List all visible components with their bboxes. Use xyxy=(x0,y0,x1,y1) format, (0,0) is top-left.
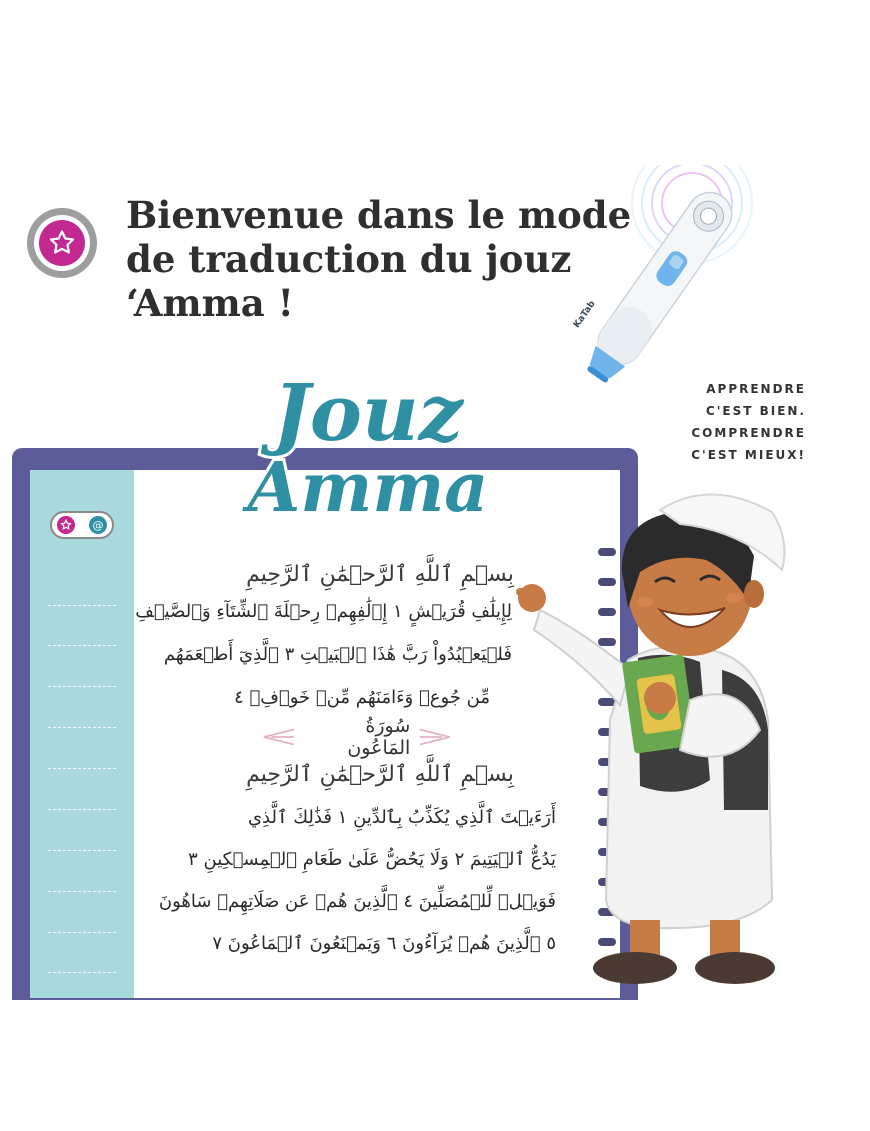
verse-line[interactable]: فَوَيۡلٞ لِّلۡمُصَلِّينَ ٤ ٱلَّذِينَ هُمۡ عَن صَلَاتِهِمۡ سَاهُونَ xyxy=(158,891,556,912)
slogan-line-3: COMPRENDRE xyxy=(691,426,806,440)
ornament-icon xyxy=(262,727,296,747)
reading-pen-illustration xyxy=(540,165,780,395)
sidebar-line xyxy=(48,686,116,687)
headline-line-1: Bienvenue dans le mode xyxy=(126,193,632,237)
logo-line-2: Amma xyxy=(247,448,489,528)
headline-line-3: ‘Amma ! xyxy=(126,281,294,325)
basmala[interactable]: بِسۡمِ ٱللَّهِ ٱلرَّحۡمَٰنِ ٱلرَّحِيمِ xyxy=(246,562,514,587)
star-icon xyxy=(47,228,77,258)
star-badge xyxy=(27,208,97,278)
slogan-line-1: APPRENDRE xyxy=(706,382,806,396)
verse-line[interactable]: ٥ ٱلَّذِينَ هُمۡ يُرَآءُونَ ٦ وَيَمۡنَعُونَ ٱلۡمَاعُونَ ٧ xyxy=(212,933,556,954)
headline-line-2: de traduction du jouz xyxy=(126,237,572,281)
surah-title-text: سُورَةُ المَاعُون xyxy=(347,715,411,759)
star-icon[interactable] xyxy=(57,516,75,534)
pen-brand-label: KaTab xyxy=(571,299,598,330)
verse-line[interactable]: أَرَءَيۡتَ ٱلَّذِي يُكَذِّبُ بِٱلدِّينِ ١ فَذَٰلِكَ ٱلَّذِي xyxy=(247,807,556,828)
verse-line[interactable]: يَدُعُّ ٱلۡيَتِيمَ ٢ وَلَا يَحُضُّ عَلَىٰ طَعَامِ ٱلۡمِسۡكِينِ ٣ xyxy=(188,849,556,870)
slogan xyxy=(676,378,806,466)
star-badge-core xyxy=(39,220,85,266)
star-badge-ring xyxy=(34,215,90,271)
sidebar-line xyxy=(48,605,116,606)
sidebar-line xyxy=(48,891,116,892)
sidebar-line xyxy=(48,932,116,933)
slogan-line-4: C'EST MIEUX! xyxy=(691,448,806,462)
sidebar-line xyxy=(48,727,116,728)
basmala[interactable]: بِسۡمِ ٱللَّهِ ٱلرَّحۡمَٰنِ ٱلرَّحِيمِ xyxy=(246,762,514,787)
book-sidebar xyxy=(30,470,134,998)
sidebar-line xyxy=(48,645,116,646)
boy-character-illustration xyxy=(510,480,810,1000)
verse-line[interactable]: فَلۡيَعۡبُدُواْ رَبَّ هَٰذَا ٱلۡبَيۡتِ ٣ ٱلَّذِيٓ أَطۡعَمَهُم xyxy=(163,644,512,665)
logo-line-1: Jouz xyxy=(273,368,463,459)
verse-line[interactable]: لِإِيلَٰفِ قُرَيۡشٍ ١ إِۦلَٰفِهِمۡ رِحۡلَةَ ٱلشِّتَآءِ وَٱلصَّيۡفِ xyxy=(135,601,512,622)
jouz-amma-logo xyxy=(228,366,508,531)
at-icon[interactable]: @ xyxy=(89,516,107,534)
surah-title[interactable] xyxy=(262,715,452,759)
verse-line[interactable]: مِّن جُوعٖ وَءَامَنَهُم مِّنۡ خَوۡفِۭ ٤ xyxy=(234,687,490,708)
mode-toggle[interactable] xyxy=(50,511,114,539)
sidebar-line xyxy=(48,768,116,769)
sidebar-line xyxy=(48,809,116,810)
slogan-line-2: C'EST BIEN. xyxy=(705,404,806,418)
sidebar-line xyxy=(48,850,116,851)
sidebar-line xyxy=(48,972,116,973)
page-headline xyxy=(126,193,632,325)
ornament-icon xyxy=(418,727,452,747)
